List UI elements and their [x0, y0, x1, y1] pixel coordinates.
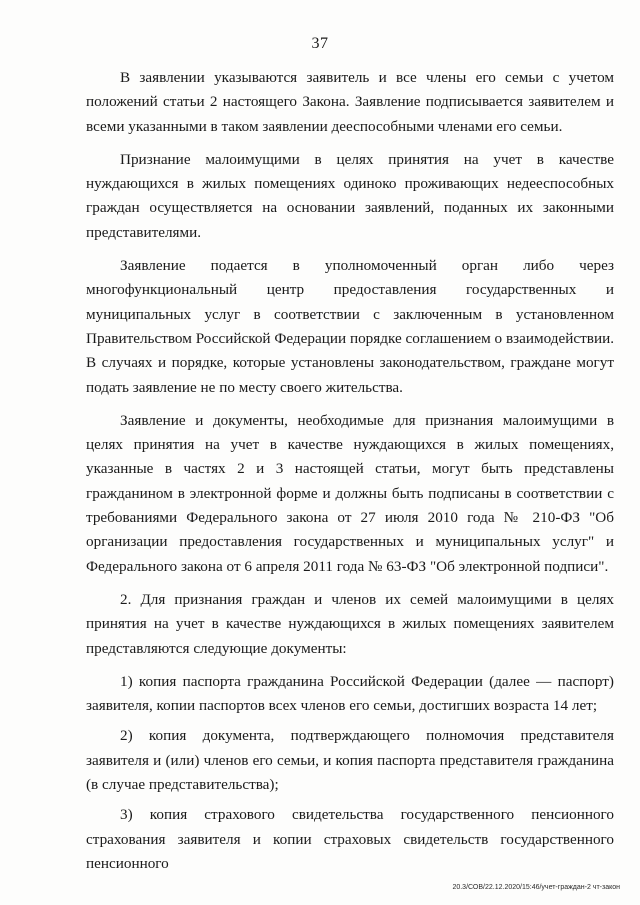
paragraph-required-documents: 2. Для признания граждан и членов их семей малоимущими в целях принятия на учет в качестве нуждающихся в жилых помещениях заявителем представляются следующие документы: [86, 590, 614, 657]
list-item-passport-copy: 1) копия паспорта гражданина Российской Федерации (далее — паспорт) заявителя, копии паспортов всех членов его семьи, достигших возраста 14 лет; [86, 672, 614, 715]
paragraph-electronic-form: Заявление и документы, необходимые для признания малоимущими в целях принятия на учет в качестве нуждающихся в жилых помещениях, указанные в частях 2 и 3 настоящей статьи, могут быть представлены гражданином в электронной форме и должны быть подписаны в соответствии с требованиями Федерального закона от 27 июля 2010 года № 210-ФЗ "Об организации предоставления государственных и муниципальных услуг" и Федерального закона от 6 апреля 2011 года № 63-ФЗ "Об электронной подписи". [86, 411, 614, 575]
document-body [86, 66, 614, 882]
list-item-insurance-certificate: 3) копия страхового свидетельства государственного пенсионного страхования заявителя и копии страховых свидетельств государственного пенсионного [86, 806, 614, 872]
document-footer-code: 20.3/СОВ/22.12.2020/15:46/учет-граждан-2 чт-закон [452, 884, 620, 891]
list-item-representative-authority: 2) копия документа, подтверждающего полномочия представителя заявителя и (или) членов его семьи, и копия паспорта представителя гражданина (в случае представительства); [86, 727, 614, 794]
paragraph-submission-place: Заявление подается в уполномоченный орган либо через многофункциональный центр предоставления государственных и муниципальных услуг в соответствии с заключенным в установленном Правительством Российской Федерации порядке соглашением о взаимодействии. В случаях и порядке, которые установлены законодательством, граждане могут подать заявление не по месту своего жительства. [86, 257, 614, 396]
paragraph-incapacitated-citizens: Признание малоимущими в целях принятия на учет в качестве нуждающихся в жилых помещениях одиноко проживающих недееспособных граждан осуществляется на основании заявлений, поданных их законными представителями. [86, 150, 614, 241]
page-number: 37 [311, 35, 329, 52]
paragraph-applicant-members: В заявлении указываются заявитель и все члены его семьи с учетом положений статьи 2 настоящего Закона. Заявление подписывается заявителем и всеми указанными в таком заявлении дееспособными членами его семьи. [86, 69, 614, 135]
